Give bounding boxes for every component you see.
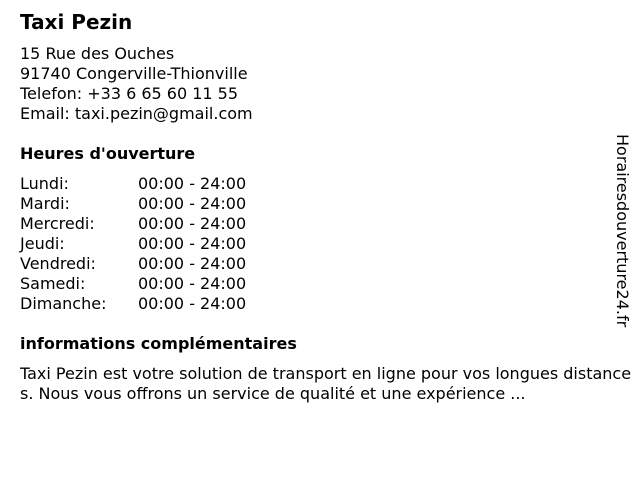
hours-row-vendredi bbox=[20, 254, 246, 274]
day-label: Vendredi: bbox=[20, 254, 96, 273]
site-watermark: Horairesdouverture24.fr bbox=[613, 134, 632, 328]
city-address: 91740 Congerville-Thionville bbox=[20, 64, 248, 83]
additional-info-heading: informations complémentaires bbox=[20, 334, 297, 353]
hours-row-mercredi bbox=[20, 214, 246, 234]
hours-row-dimanche bbox=[20, 294, 246, 314]
time-range: 00:00 - 24:00 bbox=[138, 214, 247, 233]
day-label: Samedi: bbox=[20, 274, 86, 293]
email-address: Email: taxi.pezin@gmail.com bbox=[20, 104, 253, 123]
hours-row-lundi bbox=[20, 174, 246, 194]
business-address bbox=[20, 44, 253, 124]
time-range: 00:00 - 24:00 bbox=[138, 254, 247, 273]
day-label: Dimanche: bbox=[20, 294, 107, 313]
business-description: Taxi Pezin est votre solution de transport en ligne pour vos longues distances. Nous vous offrons un service de qualité et une expérience ... bbox=[20, 364, 632, 403]
day-label: Mardi: bbox=[20, 194, 70, 213]
hours-row-mardi bbox=[20, 194, 246, 214]
street-address: 15 Rue des Ouches bbox=[20, 44, 175, 63]
time-range: 00:00 - 24:00 bbox=[138, 274, 247, 293]
time-range: 00:00 - 24:00 bbox=[138, 234, 247, 253]
day-label: Lundi: bbox=[20, 174, 69, 193]
opening-hours-heading: Heures d'ouverture bbox=[20, 144, 196, 163]
phone-number: Telefon: +33 6 65 60 11 55 bbox=[20, 84, 239, 103]
hours-row-jeudi bbox=[20, 234, 246, 254]
time-range: 00:00 - 24:00 bbox=[138, 294, 247, 313]
hours-row-samedi bbox=[20, 274, 246, 294]
time-range: 00:00 - 24:00 bbox=[138, 174, 247, 193]
day-label: Mercredi: bbox=[20, 214, 95, 233]
day-label: Jeudi: bbox=[20, 234, 65, 253]
opening-hours-table bbox=[20, 174, 246, 314]
business-name: Taxi Pezin bbox=[20, 10, 133, 34]
time-range: 00:00 - 24:00 bbox=[138, 194, 247, 213]
